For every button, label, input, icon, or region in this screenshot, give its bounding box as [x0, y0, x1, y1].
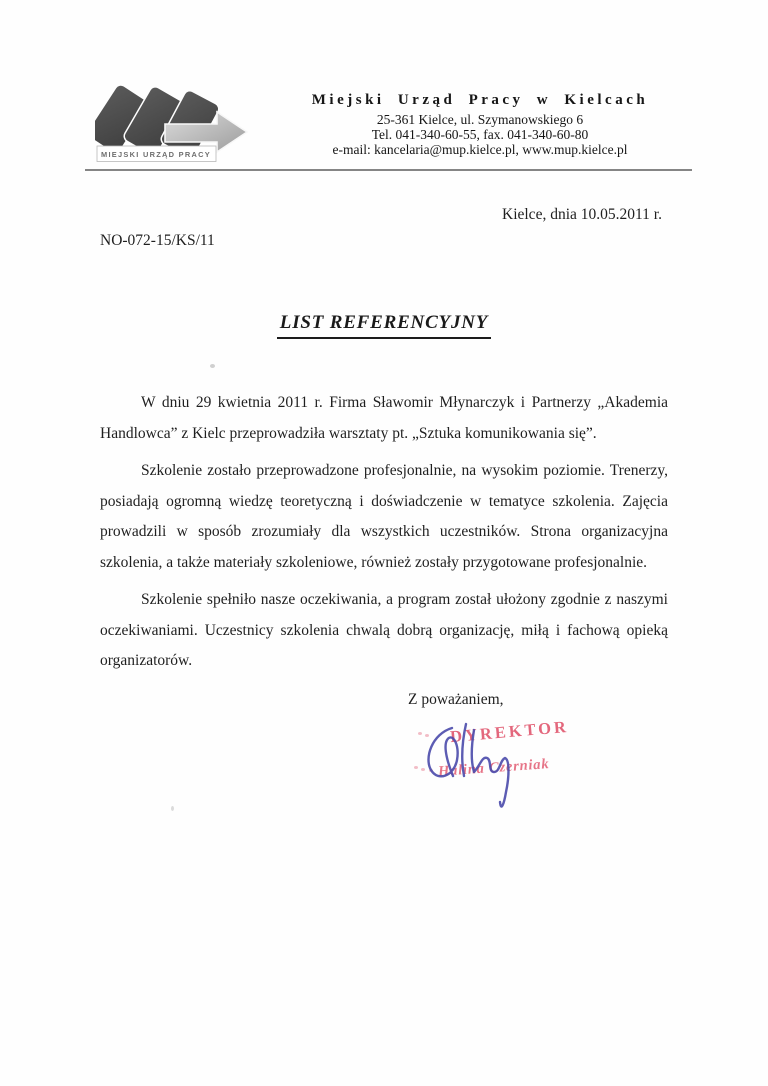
paragraph-1: W dniu 29 kwietnia 2011 r. Firma Sławomir Młynarczyk i Partnerzy „Akademia Handlowca” z Kielc przeprowadziła warsztaty pt. „Sztuka komunikowania się”.: [100, 394, 668, 442]
stamp-name: Halina Czerniak: [437, 756, 550, 780]
handwritten-signature: [414, 714, 526, 818]
signature-block: [408, 710, 588, 825]
reference-number: NO-072-15/KS/11: [100, 232, 215, 249]
scan-speck: [171, 806, 174, 811]
org-name: Miejski Urząd Pracy w Kielcach: [311, 92, 649, 108]
letterhead: [250, 92, 710, 157]
logo-caption: MIEJSKI URZĄD PRACY: [101, 152, 211, 159]
paragraph-3: Szkolenie spełniło nasze oczekiwania, a program został ułożony zgodnie z naszymi oczekiwaniami. Uczestnicy szkolenia chwalą dobrą organizację, miłą i fachową opieką organizatorów.: [100, 591, 668, 669]
letter-body: [100, 388, 668, 684]
date-line: Kielce, dnia 10.05.2011 r.: [502, 206, 662, 223]
org-phone: Tel. 041-340-60-55, fax. 041-340-60-80: [371, 126, 589, 142]
header-divider: [85, 169, 692, 171]
paragraph-2: Szkolenie zostało przeprowadzone profesjonalnie, na wysokim poziomie. Trenerzy, posiadają ogromną wiedzę teoretyczną i doświadczenie w tematyce szkolenia. Zajęcia prowadzili w sposób zrozumiały dla wszystkich uczestników. Strona organizacyjna szkolenia, a także materiały szkoleniowe, również zostały przygotowane profesjonalnie.: [100, 462, 668, 571]
document-title: LIST REFERENCYJNY: [277, 312, 491, 339]
org-email: e-mail: kancelaria@mup.kielce.pl, www.mup.kielce.pl: [332, 141, 628, 157]
org-address: 25-361 Kielce, ul. Szymanowskiego 6: [376, 112, 584, 127]
document-title-wrap: [0, 312, 768, 339]
valediction: Z poważaniem,: [408, 691, 504, 708]
scan-speck: [210, 364, 215, 368]
stamp-title: DYREKTOR: [449, 716, 570, 747]
mup-logo: [95, 84, 257, 168]
